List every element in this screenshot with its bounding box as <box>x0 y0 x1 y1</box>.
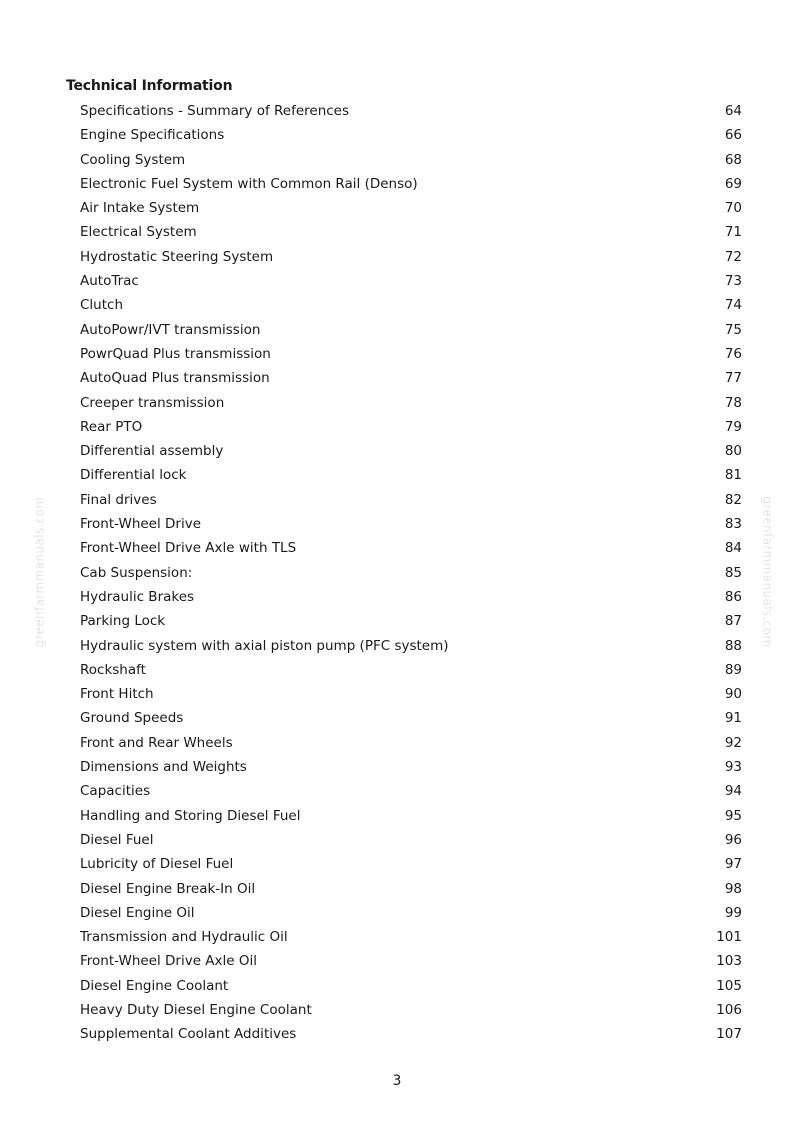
toc-entry-page: 76 <box>724 345 742 362</box>
toc-entry-page: 84 <box>724 540 742 557</box>
toc-entry[interactable] <box>80 585 742 609</box>
toc-entry-title: Diesel Fuel <box>80 831 154 848</box>
toc-entry-page: 75 <box>724 321 742 338</box>
toc-entry-page: 96 <box>724 831 742 848</box>
toc-entry-page: 79 <box>724 418 742 435</box>
toc-entry-title: Cooling System <box>80 151 186 168</box>
toc-entry[interactable] <box>80 561 742 585</box>
toc-entry[interactable] <box>80 512 742 536</box>
toc-entry-page: 82 <box>724 491 742 508</box>
toc-entry[interactable] <box>80 706 742 730</box>
toc-entry-page: 80 <box>724 443 742 460</box>
toc-entry[interactable] <box>80 828 742 852</box>
toc-entry-title: AutoQuad Plus transmission <box>80 370 270 387</box>
toc-entry[interactable] <box>80 634 742 658</box>
toc-entry-title: Differential lock <box>80 467 187 484</box>
toc-entry-title: Rear PTO <box>80 418 143 435</box>
toc-entry-title: Heavy Duty Diesel Engine Coolant <box>80 1001 312 1018</box>
toc-entry[interactable] <box>80 609 742 633</box>
toc-entry[interactable] <box>80 293 742 317</box>
toc-entry[interactable] <box>80 488 742 512</box>
toc-entry-page: 85 <box>724 564 742 581</box>
toc-entry-title: Creeper transmission <box>80 394 225 411</box>
toc-entry-title: Front Hitch <box>80 686 154 703</box>
toc-entry-title: Parking Lock <box>80 613 166 630</box>
toc-entry-title: Front-Wheel Drive Axle with TLS <box>80 540 297 557</box>
toc-entry-title: Lubricity of Diesel Fuel <box>80 856 234 873</box>
toc-entry-page: 97 <box>724 856 742 873</box>
toc-entry[interactable] <box>80 658 742 682</box>
toc-entry-page: 94 <box>724 783 742 800</box>
toc-entry-title: PowrQuad Plus transmission <box>80 345 271 362</box>
toc-entry[interactable] <box>80 196 742 220</box>
toc-entry[interactable] <box>80 439 742 463</box>
toc-entry-page: 81 <box>724 467 742 484</box>
toc-entry-page: 106 <box>716 1001 742 1018</box>
toc-entry-page: 70 <box>724 200 742 217</box>
toc-entry-title: Hydraulic Brakes <box>80 588 195 605</box>
toc-entry-page: 95 <box>724 807 742 824</box>
toc-entry[interactable] <box>80 342 742 366</box>
toc-entry-page: 89 <box>724 661 742 678</box>
toc-entry[interactable] <box>80 779 742 803</box>
watermark-right: greenfarmmanuals.com <box>760 496 775 648</box>
toc-entry-title: Engine Specifications <box>80 127 225 144</box>
toc-entry-page: 68 <box>724 151 742 168</box>
toc-entry[interactable] <box>80 318 742 342</box>
toc-entry[interactable] <box>80 877 742 901</box>
toc-entry-page: 83 <box>724 516 742 533</box>
toc-entry-page: 92 <box>724 734 742 751</box>
toc-entry-title: Capacities <box>80 783 151 800</box>
toc-entry-title: Dimensions and Weights <box>80 759 247 776</box>
toc-entry-title: Differential assembly <box>80 443 224 460</box>
watermark-left: greenfarmmanuals.com <box>32 496 47 648</box>
toc-entry-page: 66 <box>724 127 742 144</box>
toc-entry[interactable] <box>80 391 742 415</box>
toc-entry-title: Front and Rear Wheels <box>80 734 233 751</box>
toc-entry-page: 90 <box>724 686 742 703</box>
toc-entry[interactable] <box>80 998 742 1022</box>
toc-entry[interactable] <box>80 974 742 998</box>
toc-entry-page: 71 <box>724 224 742 241</box>
toc-entry[interactable] <box>80 148 742 172</box>
toc-entry-title: Diesel Engine Oil <box>80 904 195 921</box>
section-title: Technical Information <box>66 78 233 94</box>
toc-entry[interactable] <box>80 463 742 487</box>
toc-entry-page: 64 <box>724 103 742 119</box>
toc-entry[interactable] <box>80 852 742 876</box>
toc-entry[interactable] <box>80 245 742 269</box>
toc-entry[interactable] <box>80 682 742 706</box>
toc-entry-page: 69 <box>724 175 742 192</box>
toc-entry-page: 98 <box>724 880 742 897</box>
toc-entry-title: Front-Wheel Drive <box>80 516 202 533</box>
toc-entry-title: Rockshaft <box>80 661 146 678</box>
toc-entry-title: Hydraulic system with axial piston pump (PFC system) <box>80 637 449 654</box>
toc-entry-title: Supplemental Coolant Additives <box>80 1026 297 1043</box>
toc-entry-title: Final drives <box>80 491 157 508</box>
toc-entry[interactable] <box>80 1022 742 1046</box>
toc-entry[interactable] <box>80 415 742 439</box>
toc-entry-page: 103 <box>716 953 742 970</box>
toc-entry[interactable] <box>80 536 742 560</box>
toc-entry-page: 77 <box>724 370 742 387</box>
toc-entry-title: Ground Speeds <box>80 710 184 727</box>
toc-entry[interactable] <box>80 269 742 293</box>
toc-entry[interactable] <box>80 123 742 147</box>
toc-entry-page: 91 <box>724 710 742 727</box>
toc-entry-page: 107 <box>716 1026 742 1043</box>
toc-entry-page: 72 <box>724 248 742 265</box>
toc-entry[interactable] <box>80 220 742 244</box>
toc-entry-title: Electrical System <box>80 224 197 241</box>
toc-entry[interactable] <box>80 925 742 949</box>
toc-entry-title: AutoTrac <box>80 273 139 290</box>
toc-entry-title: Hydrostatic Steering System <box>80 248 274 265</box>
toc-entry-title: Handling and Storing Diesel Fuel <box>80 807 301 824</box>
toc-entry-title: AutoPowr/IVT transmission <box>80 321 261 338</box>
toc-entry[interactable] <box>80 366 742 390</box>
toc-entry[interactable] <box>80 731 742 755</box>
toc-entry-title: Air Intake System <box>80 200 200 217</box>
toc-entry-page: 99 <box>724 904 742 921</box>
toc-entry[interactable] <box>80 804 742 828</box>
toc-entry-title: Transmission and Hydraulic Oil <box>80 929 288 946</box>
toc-entry[interactable] <box>80 901 742 925</box>
toc-entry-title: Diesel Engine Break-In Oil <box>80 880 256 897</box>
toc-entry-title: Diesel Engine Coolant <box>80 977 229 994</box>
toc-entry-page: 105 <box>716 977 742 994</box>
toc-entry[interactable] <box>80 755 742 779</box>
toc-entry-title: Front-Wheel Drive Axle Oil <box>80 953 258 970</box>
table-of-contents <box>80 99 742 1047</box>
page-number: 3 <box>392 1073 402 1089</box>
toc-entry[interactable] <box>80 172 742 196</box>
toc-entry-page: 78 <box>724 394 742 411</box>
toc-entry[interactable] <box>80 949 742 973</box>
toc-entry-page: 93 <box>724 759 742 776</box>
toc-entry-title: Cab Suspension: <box>80 564 193 581</box>
toc-entry-title: Specifications - Summary of References <box>80 103 350 119</box>
toc-entry[interactable] <box>80 99 742 123</box>
toc-entry-title: Clutch <box>80 297 124 314</box>
toc-entry-page: 87 <box>724 613 742 630</box>
toc-entry-page: 73 <box>724 273 742 290</box>
toc-entry-page: 88 <box>724 637 742 654</box>
toc-entry-page: 86 <box>724 588 742 605</box>
toc-entry-title: Electronic Fuel System with Common Rail (Denso) <box>80 175 418 192</box>
toc-entry-page: 101 <box>716 929 742 946</box>
toc-entry-page: 74 <box>724 297 742 314</box>
